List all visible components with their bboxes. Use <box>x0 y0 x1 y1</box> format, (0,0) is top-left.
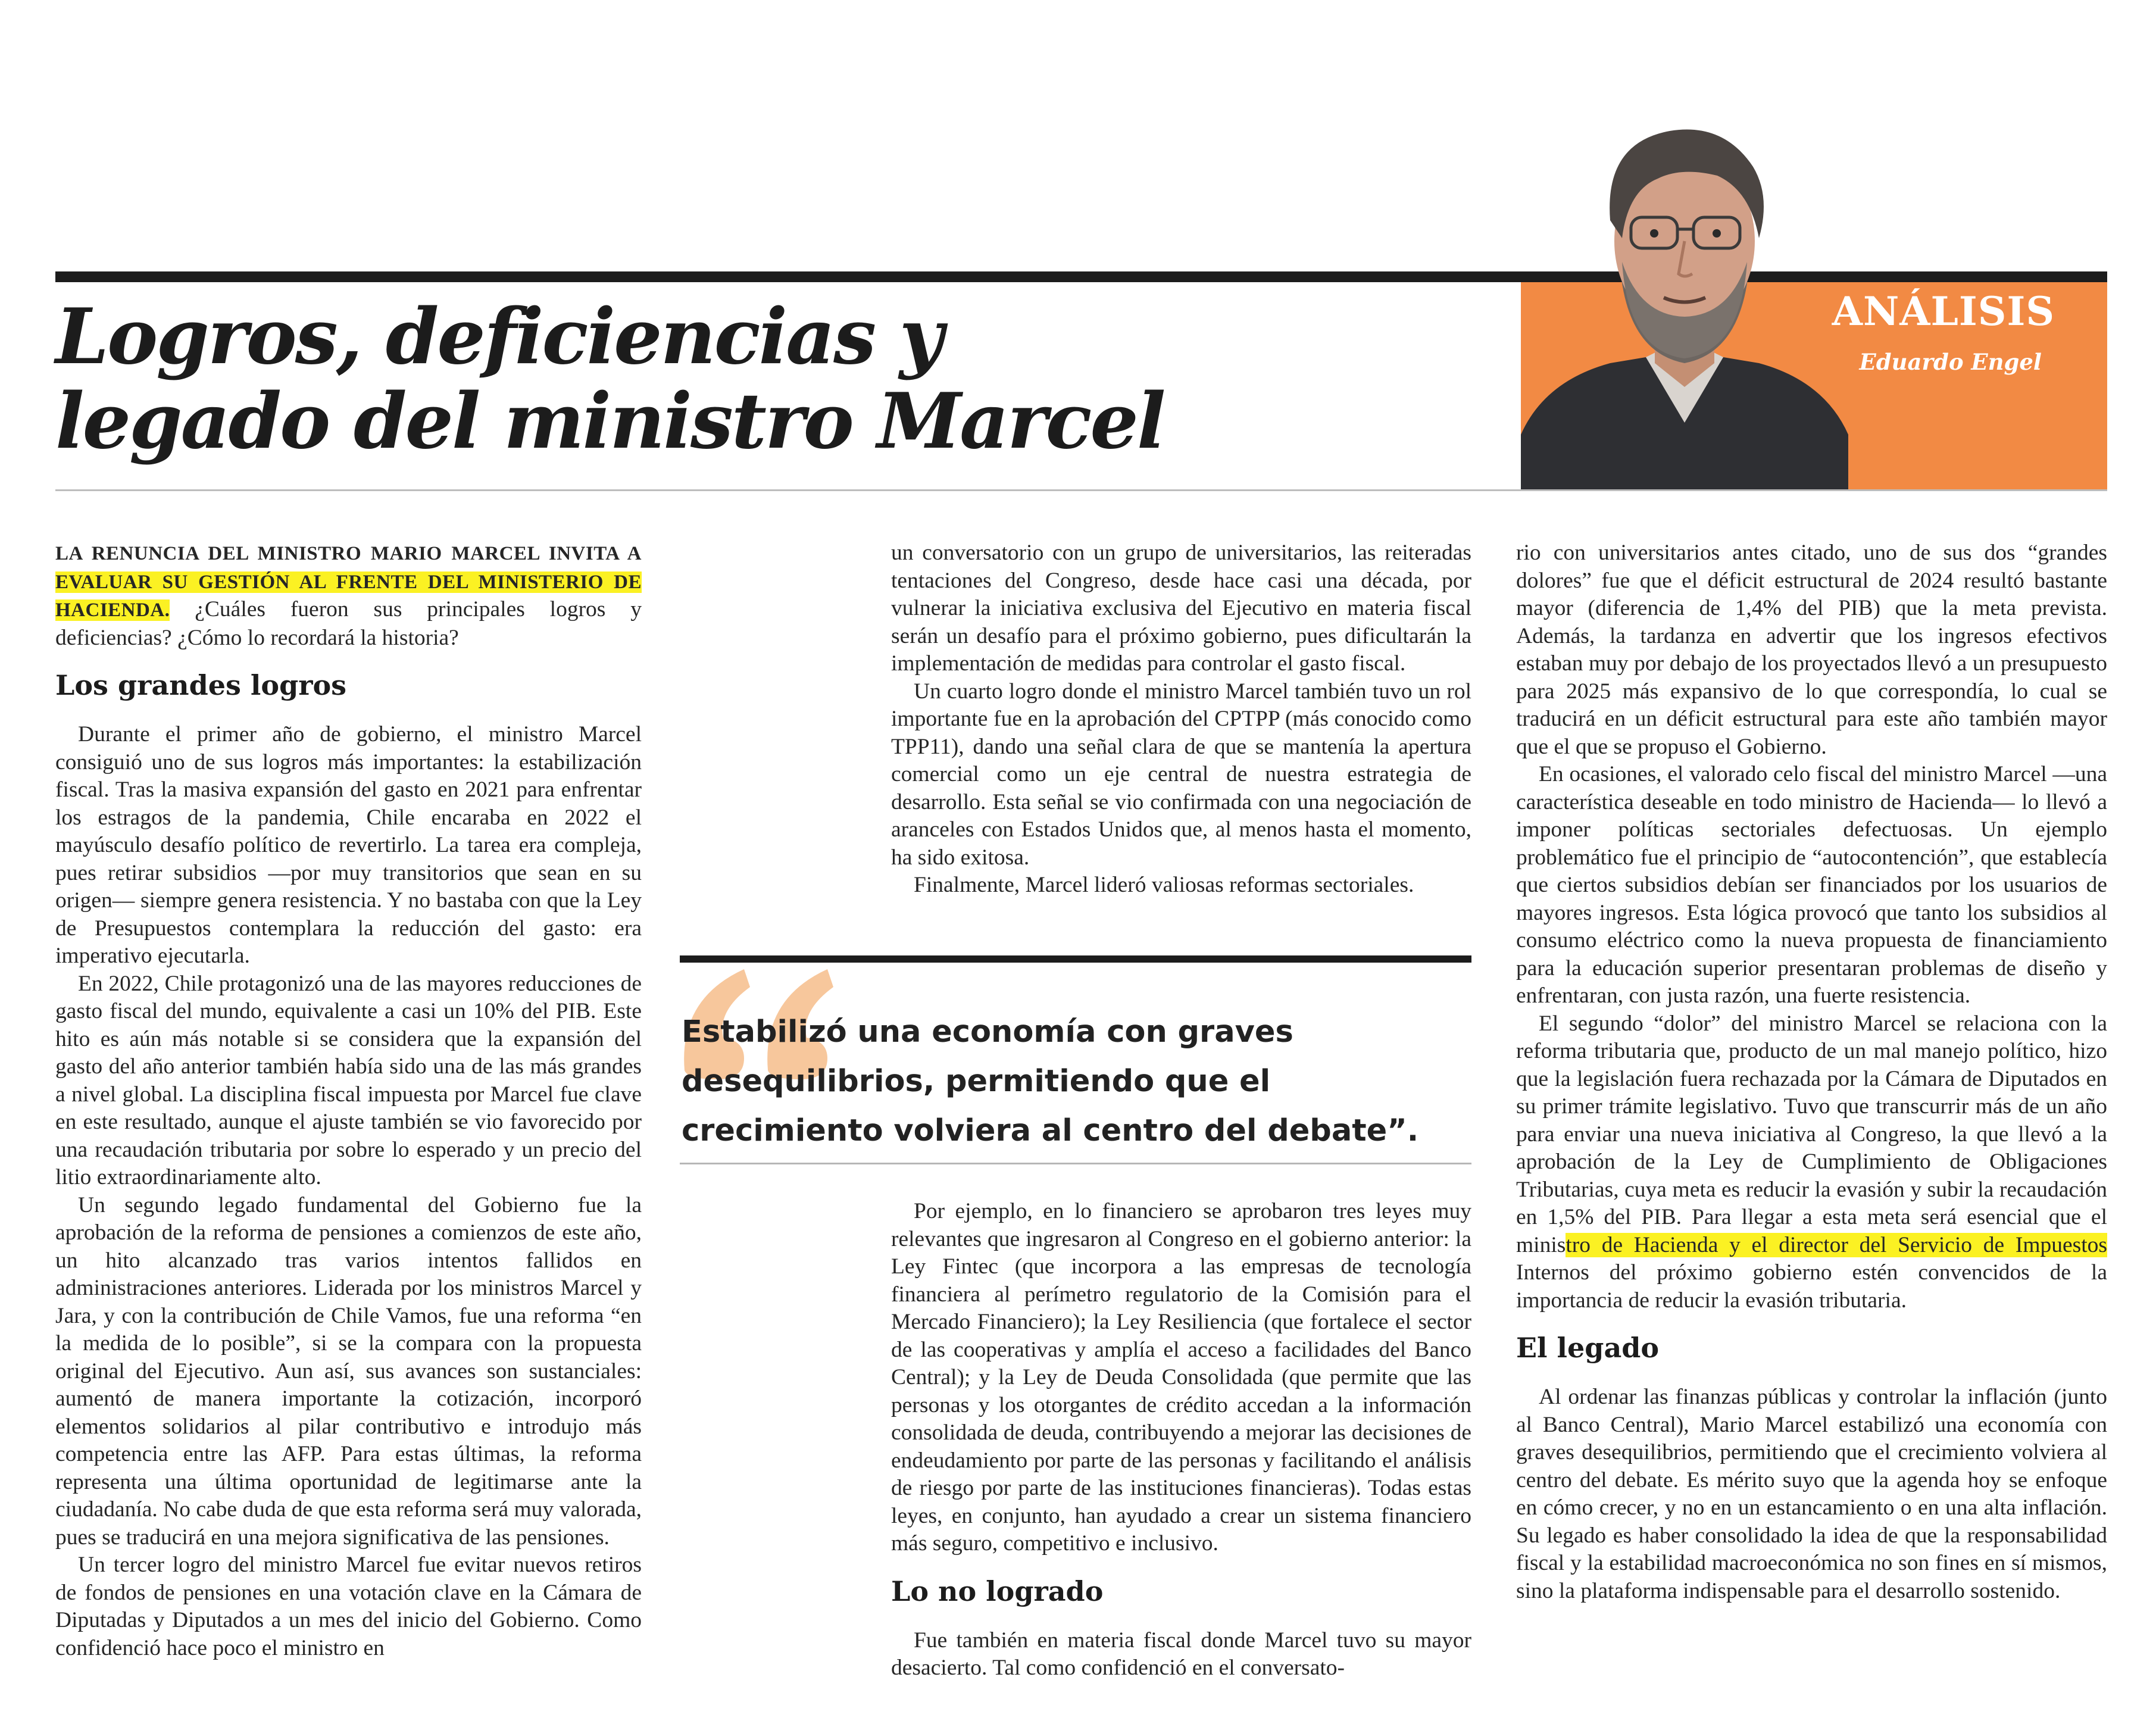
title-rule <box>55 489 2107 491</box>
paragraph-11: En ocasiones, el valorado celo fiscal del ministro Marcel —una característica deseable en todo ministro de Hacienda— lo llevó a imponer políticas sectoriales defectuosas. Un ejemplo problemático fue el principio de “autocontención”, que establecía que ciertos subsidios debían ser financiados por los usuarios de mayores ingresos. Esta lógica provocó que tanto los subsidios al consumo eléctrico como la nueva propuesta de financiamiento para la educación superior presentaran problemas de diseño y enfrentaran, con justa razón, una fuerte resistencia. <box>1516 762 2107 1008</box>
section-label: ANÁLISIS <box>1832 288 2055 335</box>
paragraph-2: En 2022, Chile protagonizó una de las mayores reducciones de gasto fiscal del mundo, equivalente a casi un 10% del PIB. Este hito es aún más notable si se considera que la expansión del gasto del año anterior también había sido una de las más grandes a nivel global. La disciplina fiscal impuesta por Marcel fue clave en este resultado, aunque el ajuste también se vio favorecido por una recaudación tributaria por sobre lo esperado y un precio del litio extraordinariamente alto. <box>55 971 642 1189</box>
paragraph-12 <box>1516 1010 2107 1315</box>
lead-rest: ¿Cuáles fueron sus principales logros y deficiencias? ¿Cómo lo recordará la historia? <box>55 597 642 650</box>
lead-paragraph <box>55 539 642 652</box>
headline <box>55 292 1496 466</box>
column-2-top <box>891 539 1471 900</box>
pullquote: Estabilizó una economía con graves desequilibrios, permitiendo que el crecimiento volviera al centro del debate”. <box>682 1014 1419 1148</box>
column-1 <box>55 539 642 1662</box>
paragraph-12-part-b: Internos del próximo gobierno estén convencidos de la importancia de reducir la evasión tributaria. <box>1516 1260 2107 1313</box>
subhead-no-logrado: Lo no logrado <box>891 1575 1104 1607</box>
subhead-grandes-logros: Los grandes logros <box>55 669 347 701</box>
paragraph-4: Un tercer logro del ministro Marcel fue evitar nuevos retiros de fondos de pensiones en una votación clave en la Cámara de Diputadas y Diputados a un mes del inicio del Gobierno. Como confidenció hace poco el ministro en <box>55 1553 642 1660</box>
paragraph-3: Un segundo legado fundamental del Gobierno fue la aprobación de la reforma de pensiones a comienzos de este año, un hito alcanzado tras varios intentos fallidos en administraciones anteriores. Liderada por los ministros Marcel y Jara, y con la contribución de Chile Vamos, fue una reforma “en la medida de lo posible”, si se la compara con la propuesta original del Ejecutivo. Aun así, sus avances son sustanciales: aumentó de manera importante la cotización, incorporó elementos solidarios al pilar contributivo e introdujo más competencia entre las AFP. Para estas últimas, la reforma representa una última oportunidad de legitimarse ante la ciudadanía. No cabe duda de que esta reforma será muy valorada, pues se traducirá en una mejora significativa de las pensiones. <box>55 1192 642 1550</box>
column-2-bottom <box>891 1198 1471 1682</box>
column-3 <box>1516 539 2107 1605</box>
paragraph-10: rio con universitarios antes citado, uno de sus dos “grandes dolores” fue que el déficit estructural de 2024 resultó bastante mayor (diferencia de 1,4% del PIB) que la meta prevista. Además, la tardanza en advertir que los ingresos efectivos estaban muy por debajo de los proyectados llevó a un presupuesto para 2025 más expansivo de lo que correspondía, lo cual se traducirá en un déficit estructural para este año también mayor que el que se propuso el Gobierno. <box>1516 541 2107 759</box>
paragraph-13: Al ordenar las finanzas públicas y controlar la inflación (junto al Banco Central), Mario Marcel estabilizó una economía con graves desequilibrios, permitiendo que el crecimiento volviera al centro del debate. Es mérito suyo que la agenda hoy se enfoque en cómo crecer, y no en un estancamiento o en una alta inflación. Su legado es haber consolidado la idea de que la responsabilidad fiscal y la estabilidad macroeconómica no son fines en sí mismos, sino la plataforma indispensable para el desarrollo sostenido. <box>1516 1385 2107 1603</box>
subhead-el-legado: El legado <box>1516 1332 1660 1364</box>
pullquote-rule-bottom <box>680 1163 1471 1164</box>
paragraph-12-part-a: El segundo “dolor” del ministro Marcel se relaciona con la reforma tributaria que, producto de un mal manejo político, hizo que la legislación fuera rechazada por la Cámara de Diputados en su primer trámite legislativo. Tuvo que transcurrir más de un año para enviar una nueva iniciativa al Congreso, la que llevó a la aprobación de la Ley de Cumplimiento de Obligaciones Tributarias, cuya meta es reducir la evasión y subir la recaudación en 1,5% del PIB. Para llegar a esta meta será esencial que el minis <box>1516 1011 2107 1257</box>
paragraph-9: Fue también en materia fiscal donde Marcel tuvo su mayor desacierto. Tal como confidenció en el conversato- <box>891 1628 1471 1680</box>
lead-caps-highlighted: EVALUAR SU GESTIÓN AL FRENTE DEL MINISTERIO DE HACIENDA. <box>55 571 642 621</box>
headline-line-1: Logros, deficiencias y <box>55 292 942 382</box>
author-portrait-icon <box>1521 101 1848 491</box>
lead-caps-1: LA RENUNCIA DEL MINISTRO MARIO MARCEL INVITA A <box>55 543 642 564</box>
paragraph-6: Un cuarto logro donde el ministro Marcel también tuvo un rol importante fue en la aprobación del CPTPP (más conocido como TPP11), dando una señal clara de que se mantenía la apertura comercial como un eje central de nuestra estrategia de desarrollo. Esta señal se vio confirmada con una negociación de aranceles con Estados Unidos que, al menos hasta el momento, ha sido exitosa. <box>891 679 1471 870</box>
paragraph-5: un conversatorio con un grupo de universitarios, las reiteradas tentaciones del Congreso, desde hace casi una década, por vulnerar la iniciativa exclusiva del Ejecutivo en materia fiscal serán un desafío para el próximo gobierno, pues dificultarán la implementación de medidas para controlar el gasto fiscal. <box>891 541 1471 676</box>
paragraph-12-highlighted: tro de Hacienda y el director del Servicio de Impuestos <box>1566 1232 2107 1257</box>
author-name: Eduardo Engel <box>1859 349 2042 375</box>
paragraph-8: Por ejemplo, en lo financiero se aprobaron tres leyes muy relevantes que ingresaron al Congreso en el gobierno anterior: la Ley Fintec (que incorpora a las empresas de tecnología financiera al perímetro regulatorio de la Comisión para el Mercado Financiero); la Ley Resiliencia (que fortalece el sector de las cooperativas y amplía el acceso a facilidades del Banco Central); y la Ley de Deuda Consolidada (que permite que las personas y los otorgantes de crédito accedan a la información consolidada de deuda, contribuyendo a mejorar las decisiones de endeudamiento por parte de las personas y facilitando el análisis de riesgo por parte de las instituciones financieras). Todas estas leyes, en conjunto, han ayudado a crear un sistema financiero más seguro, competitivo e inclusivo. <box>891 1199 1471 1556</box>
paragraph-1: Durante el primer año de gobierno, el ministro Marcel consiguió uno de sus logros más importantes: la estabilización fiscal. Tras la masiva expansión del gasto en 2021 para enfrentar los estragos de la pandemia, Chile encaraba en 2022 el mayúsculo desafío político de revertirlo. La tarea era compleja, pues retirar subsidios —por muy transitorios que sean en su origen— siempre genera resistencia. Y no bastaba con que la Ley de Presupuestos contemplara la reducción del gasto: era imperativo ejecutarla. <box>55 722 642 968</box>
headline-line-2: legado del ministro Marcel <box>55 377 1164 466</box>
paragraph-7: Finalmente, Marcel lideró valiosas reformas sectoriales. <box>914 873 1414 897</box>
